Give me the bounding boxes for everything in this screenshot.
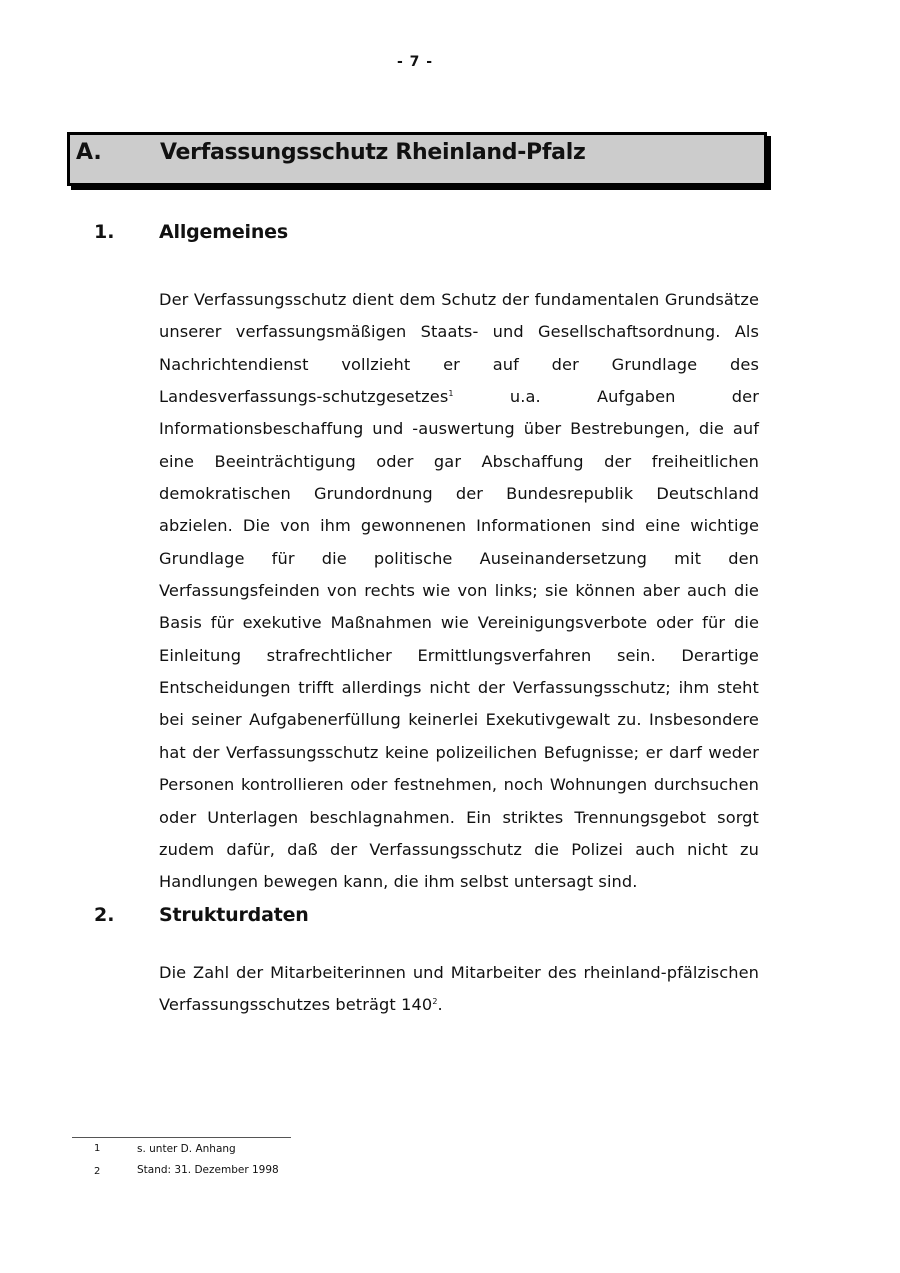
footnote-ref-1[interactable]: 1 [448,389,454,399]
footnote-divider [72,1137,291,1138]
chapter-title: Verfassungsschutz Rheinland-Pfalz [160,140,586,165]
footnote-2-text: Stand: 31. Dezember 1998 [137,1164,279,1176]
section-2-number: 2. [94,904,115,926]
chapter-letter: A. [76,140,102,165]
footnote-1-text: s. unter D. Anhang [137,1143,236,1155]
chapter-heading-box [67,132,767,186]
page-number: - 7 - [396,54,434,70]
footnote-ref-2[interactable]: 2 [432,997,438,1007]
section-1-paragraph [159,284,759,899]
section-2-text-part2: . [437,995,443,1015]
section-2-title: Strukturdaten [159,904,309,926]
footnote-2-number: 2 [94,1166,101,1177]
section-1-text-part1: Der Verfassungsschutz dient dem Schutz der fundamentalen Grundsätze unserer verfassungsmäßigen Staats- und Gesellschaftsordnung. Als Nachrichtendienst vollzieht er auf der Grundlage des Landesverfassungs-schutzgesetzes [159,290,759,407]
section-2-text-part1: Die Zahl der Mitarbeiterinnen und Mitarbeiter des rheinland-pfälzischen Verfassungsschutzes beträgt 140 [159,963,759,1015]
section-1-number: 1. [94,221,115,243]
section-1-title: Allgemeines [159,221,288,243]
section-1-text-part2: u.a. Aufgaben der Informationsbeschaffung und -auswertung über Bestrebungen, die auf eine Beeinträchtigung oder gar Abschaffung der freiheitlichen demokratischen Grundordnung der Bundesrepublik Deutschland abzielen. Die von ihm gewonnenen Informationen sind eine wichtige Grundlage für die politische Auseinandersetzung mit den Verfassungsfeinden von rechts wie von links; sie können aber auch die Basis für exekutive Maßnahmen wie Vereinigungsverbote oder für die Einleitung strafrechtlicher Ermittlungsverfahren sein. Derartige Entscheidungen trifft allerdings nicht der Verfassungsschutz; ihm steht bei seiner Aufgabenerfüllung keinerlei Exekutivgewalt zu. Insbesondere hat der Verfassungsschutz keine polizeilichen Befugnisse; er darf weder Personen kontrollieren oder festnehmen, noch Wohnungen durchsuchen oder Unterlagen beschlagnahmen. Ein striktes Trennungsgebot sorgt zudem dafür, daß der Verfassungsschutz die Polizei auch nicht zu Handlungen bewegen kann, die ihm selbst untersagt sind. [159,387,759,892]
footnote-1-number: 1 [94,1143,101,1154]
section-2-paragraph [159,957,759,1022]
